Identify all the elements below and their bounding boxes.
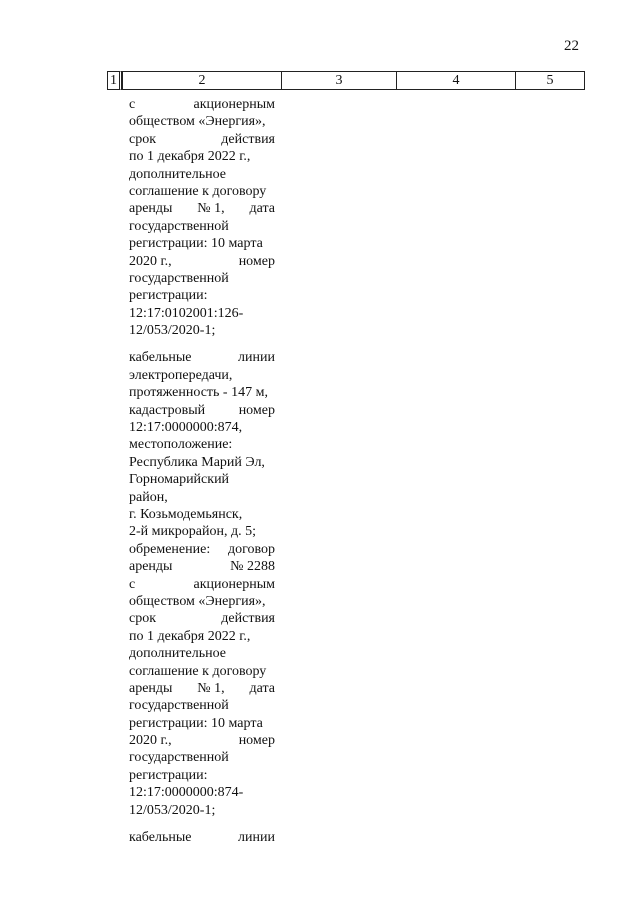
text-line [129,454,275,471]
text-word: регистрации: [129,767,208,783]
text-line [129,471,275,488]
table-header [107,71,585,90]
text-line [129,270,275,287]
text-word: кабельные [129,350,192,366]
table-header-cell: 5 [515,71,585,90]
text-paragraph [129,829,275,846]
text-word: 12:17:0102001:126- [129,305,244,321]
text-line [129,113,275,130]
text-line [129,148,275,165]
text-word: 12/053/2020-1; [129,802,216,818]
text-word: регистрации: 10 марта [129,236,263,252]
text-word: дополнительное [129,166,226,182]
text-word: аренды [129,559,173,575]
text-word: срок [129,131,157,147]
text-word: номер [238,733,275,749]
text-paragraph [129,96,275,339]
text-word: действия [221,131,275,147]
text-word: государственной [129,750,229,766]
text-word: номер [238,402,275,418]
text-word: г. Козьмодемьянск, [129,506,243,522]
text-word: акционерным [193,97,275,112]
column-2-text [129,96,275,846]
text-word: Республика Марий Эл, [129,454,265,470]
text-word: 2020 г., [129,253,172,269]
text-line [129,663,275,680]
text-word: договор [227,541,275,557]
text-line [129,767,275,784]
text-word: обществом «Энергия», [129,114,266,130]
text-line [129,253,275,270]
text-word: 12:17:0000000:874, [129,420,243,436]
text-line [129,489,275,506]
text-word: аренды [129,680,173,696]
text-line [129,829,275,846]
text-word: аренды [129,201,173,217]
text-word: район, [129,489,168,505]
text-word: 2-й микрорайон, д. 5; [129,524,257,540]
table-header-cell: 4 [396,71,515,90]
text-word: кабельные [129,830,192,846]
text-word: соглашение к договору [129,663,267,679]
text-word: местоположение: [129,437,233,453]
text-line [129,384,275,401]
text-word: линии [238,830,275,846]
text-line [129,200,275,217]
text-word: электропередачи, [129,367,233,383]
text-line [129,436,275,453]
table-header-cell: 3 [281,71,396,90]
text-word: 12:17:0000000:874- [129,785,244,801]
text-line [129,541,275,558]
text-word: 12/053/2020-1; [129,323,216,339]
text-line [129,749,275,766]
text-line [129,732,275,749]
text-word: дополнительное [129,646,226,662]
text-line [129,131,275,148]
text-line [129,715,275,732]
text-word: номер [238,253,275,269]
text-line [129,645,275,662]
text-word: обременение: [129,541,211,557]
text-word: по 1 декабря 2022 г., [129,149,251,165]
text-line [129,367,275,384]
paragraph-gap [129,819,275,829]
text-word: срок [129,611,157,627]
text-word: дата [249,201,275,217]
text-word: протяженность - 147 м, [129,385,268,401]
text-word: государственной [129,698,229,714]
text-line [129,628,275,645]
text-line [129,506,275,523]
text-word: дата [249,680,275,696]
text-word: государственной [129,270,229,286]
text-line [129,419,275,436]
text-line [129,402,275,419]
text-line [129,305,275,322]
page-number: 22 [564,38,579,54]
text-line [129,96,275,113]
text-word: акционерным [193,576,275,592]
text-line [129,558,275,575]
text-word: обществом «Энергия», [129,593,266,609]
text-word: линии [238,350,275,366]
paragraph-gap [129,339,275,349]
text-word: государственной [129,218,229,234]
table-header-cell: 2 [122,71,281,90]
text-word: № 1, [197,680,225,696]
text-paragraph [129,349,275,819]
text-word: кадастровый [129,402,206,418]
text-line [129,235,275,252]
text-line [129,576,275,593]
text-word: по 1 декабря 2022 г., [129,628,251,644]
text-line [129,593,275,610]
text-word: действия [221,611,275,627]
text-line [129,802,275,819]
table-header-cell: 1 [107,71,122,90]
text-word: регистрации: [129,288,208,304]
text-line [129,166,275,183]
text-line [129,183,275,200]
text-word: № 2288 [230,559,275,575]
text-word: регистрации: 10 марта [129,715,263,731]
text-line [129,287,275,304]
text-word: № 1, [197,201,225,217]
text-word: с [129,576,136,592]
text-line [129,610,275,627]
text-line [129,218,275,235]
text-word: с [129,97,136,112]
text-word: 2020 г., [129,733,172,749]
text-line [129,322,275,339]
text-line [129,784,275,801]
text-line [129,349,275,366]
text-word: соглашение к договору [129,183,267,199]
text-word: Горномарийский [129,472,230,488]
text-line [129,680,275,697]
text-line [129,697,275,714]
text-line [129,523,275,540]
